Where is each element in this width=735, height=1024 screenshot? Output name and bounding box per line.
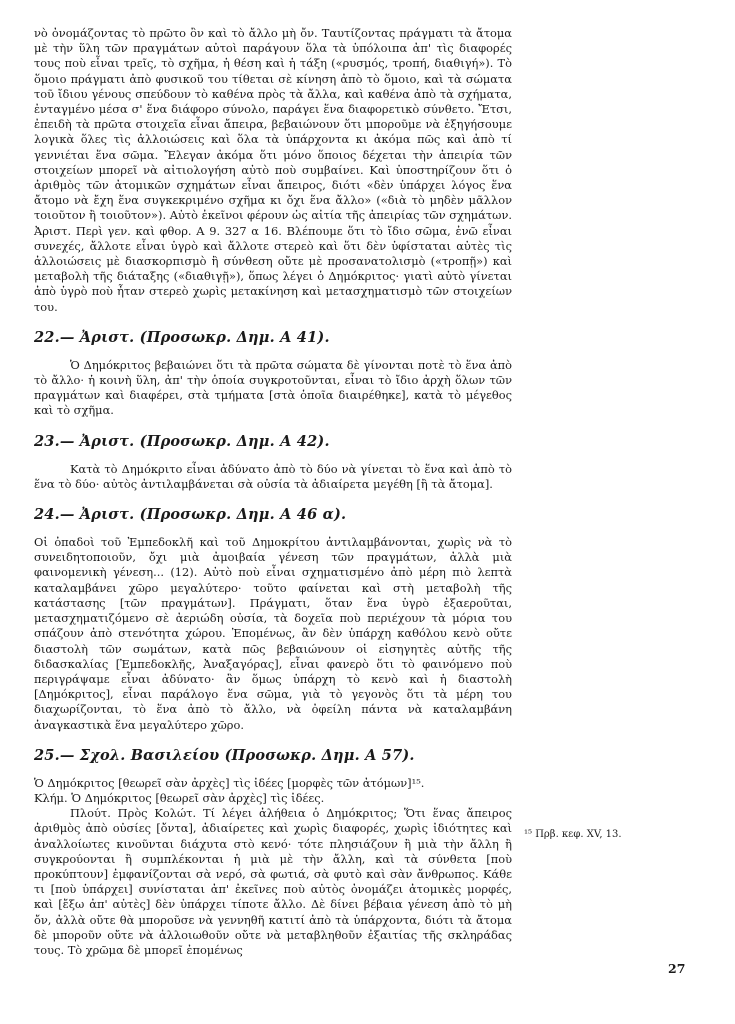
paragraph-23: Κατὰ τὸ Δημόκριτο εἶναι ἀδύνατο ἀπὸ τὸ δύο νὰ γίνεται τὸ ἕνα καὶ ἀπὸ τὸ ἕνα τὸ δύο· αὐτὸς ἀντιλαμβάνεται σὰ οὐσία τὰ ἀδιαίρετα μεγέθη [ἢ τὰ ἄτομα].	[34, 461, 512, 491]
paragraph-22: Ὁ Δημόκριτος βεβαιώνει ὅτι τὰ πρῶτα σώματα δὲ γίνονται ποτὲ τὸ ἕνα ἀπὸ τὸ ἄλλο· ἡ κοινὴ ὕλη, ἀπ' τὴν ὁποία συγκροτοῦνται, εἶναι τὸ ἴδιο ἀρχὴ ὅλων τῶν πραγμάτων καὶ διαφέρει, στὰ τμήματα [στὰ ὁποῖα διαιρέθηκε], κατὰ τὸ μέγεθος καὶ τὸ σχῆμα.	[34, 357, 512, 418]
section-heading-25: 25.— Σχολ. Βασιλείου (Προσωκρ. Δημ. Α 57).	[34, 746, 415, 764]
paragraph-25-clement: Κλήμ. Ὁ Δημόκριτος [θεωρεῖ σὰν ἀρχὲς] τὶς ἰδέες.	[34, 790, 325, 805]
paragraph-25-plutarch: Πλούτ. Πρὸς Κολώτ. Τί λέγει ἀλήθεια ὁ Δημόκριτος; Ὅτι ἕνας ἄπειρος ἀριθμὸς ἀπὸ οὐσίες [ὄντα], ἀδιαίρετες καὶ χωρὶς διαφορές, χωρὶς ἰδιότητες καὶ ἀναλλοίωτες κινοῦνται διάχυτα στὸ κενό· τότε πλησιάζουν ἢ μιὰ τὴν ἄλλη ἢ συγκρούονται ἢ συμπλέκονται ἡ μιὰ μὲ τὴν ἄλλη, καὶ τὰ σύνθετα [ποὺ προκύπτουν] ἐμφανίζονται σὰ νερό, σὰ φωτιά, σὰ φυτὸ καὶ σὰν ἄνθρωπος. Κάθε τι [ποὺ ὑπάρχει] συνίσταται ἀπ' ἐκεῖνες ποὺ αὐτὸς ὀνομάζει ἀτομικὲς μορφές, καὶ [ἔξω ἀπ' αὐτὲς] δὲν ὑπάρχει τίποτε ἄλλο. Δὲ δίνει βέβαια γένεση ἀπὸ τὸ μὴ ὄν, ἀλλὰ οὔτε θὰ μποροῦσε νὰ γεννηθῆ κατιτί ἀπὸ τὰ ὑπάρχοντα, διότι τὰ ἄτομα δὲ μποροῦν οὔτε νὰ ἀλλοιωθοῦν οὔτε νὰ μεταβληθοῦν ἐξαιτίας τῆς σκληράδας τους. Τὸ χρῶμα δὲ μπορεῖ ἐπομένως	[34, 806, 512, 957]
paragraph-24: Οἱ ὀπαδοὶ τοῦ Ἐμπεδοκλῆ καὶ τοῦ Δημοκρίτου ἀντιλαμβάνονται, χωρὶς νὰ τὸ συνειδητοποιοῦν, ὄχι μιὰ ἀμοιβαία γένεση τῶν πραγμάτων, ἀλλὰ μιὰ φαινομενικὴ γένεση... (12). Αὐτὸ ποὺ εἶναι σχηματισμένο ἀπὸ μέρη πιὸ λεπτὰ καταλαμβάνει χῶρο μεγαλύτερο· τοῦτο φαίνεται καὶ στὴ μεταβολὴ τῆς κατάστασης [τῶν πραγμάτων]. Πράγματι, ὅταν ἕνα ὑγρὸ ἐξαεροῦται, μετασχηματιζόμενο σὲ ἀεριώδη οὐσία, τὰ δοχεῖα ποὺ περιέχουν τὰ μόρια του σπάζουν ἀπὸ στενότητα χώρου. Ἐπομένως, ἂν δὲν ὑπάρχη καθόλου κενὸ οὔτε διαστολὴ τῶν σωμάτων, κατὰ πῶς βεβαιώνουν οἱ εἰσηγητὲς αὐτῆς τῆς διδασκαλίας [Ἐμπεδοκλῆς, Ἀναξαγόρας], εἶναι φανερὸ ὅτι τὸ φαινόμενο ποὺ περιγράψαμε εἶναι ἀδύνατο· ἂν ὅμως ὑπάρχη τὸ κενὸ καὶ ἡ διαστολὴ [Δημόκριτος], εἶναι παράλογο ἕνα σῶμα, γιὰ τὸ γεγονὸς ὅτι τὰ μέρη του διαχωρίζονται, τὸ ἕνα ἀπὸ τὸ ἄλλο, νὰ ὀφείλη πάντα νὰ καταλαμβάνη ἀναγκαστικὰ ἕνα μεγαλύτερο χῶρο.	[34, 535, 512, 732]
footnote: ¹⁵ Πρβ. κεφ. XV, 13.	[524, 829, 622, 840]
page-number: 27	[668, 961, 686, 976]
section-heading-22: 22.— Ἀριστ. (Προσωκρ. Δημ. Α 41).	[34, 328, 330, 346]
paragraph-intro: νὸ ὀνομάζοντας τὸ πρῶτο ὂν καὶ τὸ ἄλλο μὴ ὄν. Ταυτίζοντας πράγματι τὰ ἄτομα μὲ τὴν ὕλη τῶν πραγμάτων αὐτοὶ παράγουν ὅλα τὰ ὑπόλοιπα ἀπ' τὶς διαφορές τους ποὺ εἶναι τρεῖς, τὸ σχῆμα, ἡ θέση καὶ ἡ τάξη («ρυσμός, τροπή, διαθιγή»). Τὸ ὅμοιο πράγματι ἀπὸ φυσικοῦ του τίθεται σὲ κίνηση ἀπὸ τὸ ὅμοιο, καὶ τὰ σώματα τοῦ ἴδιου γένους σπεύδουν τὸ καθένα πρὸς τὰ ἄλλα, καὶ καθένα ἀπὸ τὰ σχήματα, ἐνταγμένο μέσα σ' ἕνα διάφορο σύνολο, παράγει ἕνα διαφορετικὸ σύνθετο. Ἔτσι, ἐπειδὴ τὰ πρῶτα στοιχεῖα εἶναι ἄπειρα, βεβαιώνουν ὅτι μποροῦμε νὰ ἐξηγήσουμε λογικὰ ὅλες τὶς ἀλλοιώσεις καὶ ὅλα τὰ ὑπάρχοντα κι ἀκόμα πῶς καὶ ἀπὸ τί γεννιέται ἕνα σῶμα. Ἔλεγαν ἀκόμα ὅτι μόνο ὅποιος δέχεται τὴν ἀπειρία τῶν στοιχείων μπορεῖ νὰ αἰτιολογήση αὐτὸ ποὺ συμβαίνει. Καὶ ὑποστηρίζουν ὅτι ὁ ἀριθμὸς τῶν ἀτομικῶν σχημάτων εἶναι ἄπειρος, διότι «δὲν ὑπάρχει λόγος ἕνα ἄτομο νὰ ἔχη ἕνα συγκεκριμένο σχῆμα κι ὄχι ἕνα ἄλλο» («διὰ τὸ μηδὲν μᾶλλον τοιοῦτον ἢ τοιοῦτον»). Αὐτὸ ἐκεῖνοι φέρουν ὡς αἰτία τῆς ἀπειρίας τῶν σχημάτων. Ἀριστ. Περὶ γεν. καὶ φθορ. Α 9. 327 α 16. Βλέπουμε ὅτι τὸ ἴδιο σῶμα, ἐνῶ εἶναι συνεχές, ἄλλοτε εἶναι ὑγρὸ καὶ ἄλλοτε στερεὸ καὶ ὅτι δὲν ὑφίσταται αὐτὲς τὶς ἀλλοιώσεις μὲ διασκορπισμὸ ἢ σύνθεση οὔτε μὲ προσανατολισμὸ («τροπῇ») καὶ μεταβολὴ τῆς διάταξης («διαθιγῇ»), ὅπως λέγει ὁ Δημόκριτος· γιατὶ αὐτὸ γίνεται ἀπὸ ὑγρὸ ποὺ ἦταν στερεὸ χωρὶς μετακίνηση καὶ μετασχηματισμὸ τῶν στοιχείων του.	[34, 26, 512, 314]
section-heading-23: 23.— Ἀριστ. (Προσωκρ. Δημ. Α 42).	[34, 432, 330, 450]
section-heading-24: 24.— Ἀριστ. (Προσωκρ. Δημ. Α 46 α).	[34, 506, 347, 524]
main-text-column	[34, 26, 512, 958]
paragraph-25-democritus: Ὁ Δημόκριτος [θεωρεῖ σὰν ἀρχὲς] τὶς ἰδέες [μορφὲς τῶν ἀτόμων]¹⁵.	[34, 775, 425, 790]
